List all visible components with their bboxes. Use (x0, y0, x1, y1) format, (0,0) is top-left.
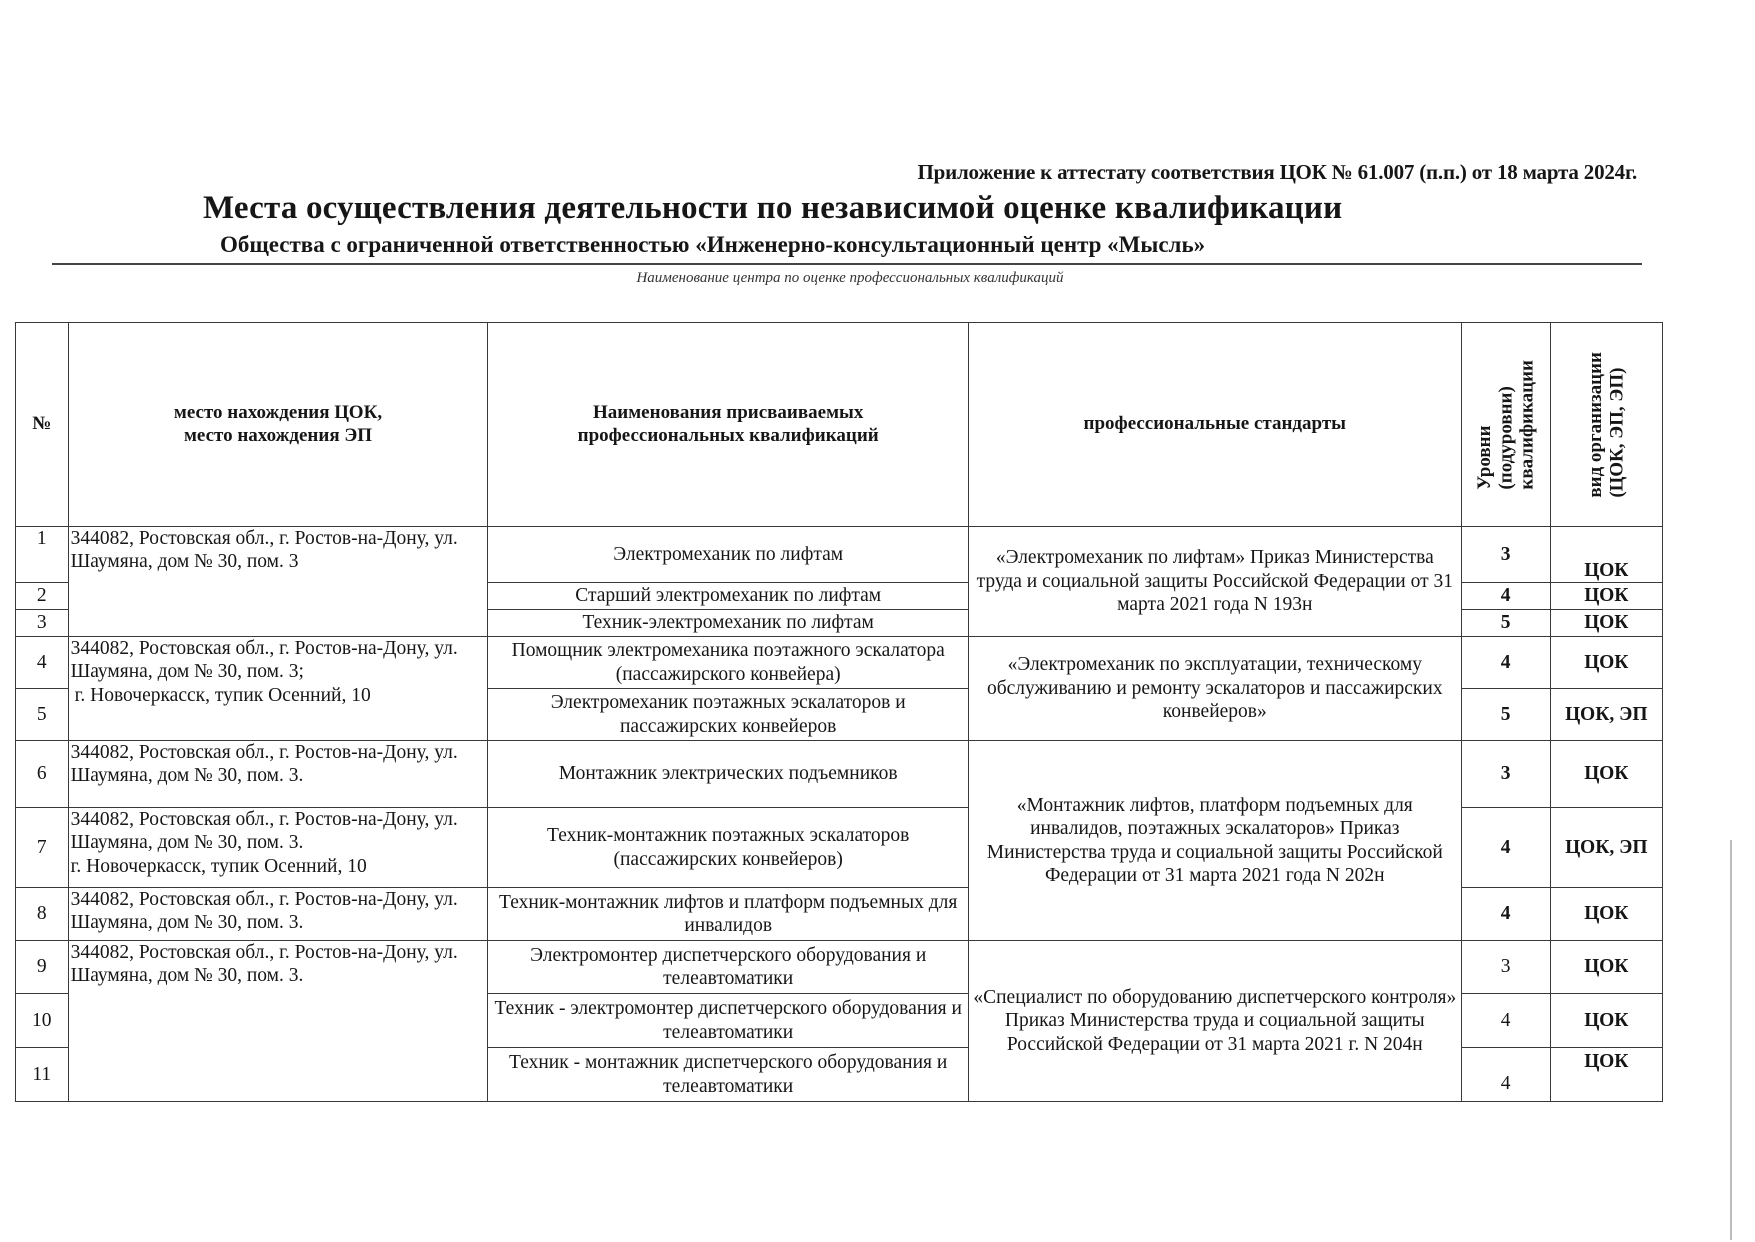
level-cell: 3 (1461, 527, 1550, 583)
qualification-cell: Помощник электромеханика поэтажного эскалатора (пассажирского конвейера) (488, 637, 969, 689)
qualification-cell: Техник-монтажник поэтажных эскалаторов (пассажирских конвейеров) (488, 808, 969, 888)
level-cell: 4 (1461, 637, 1550, 689)
row-num: 11 (16, 1048, 69, 1102)
address-line1: 344082, Ростовская обл., г. Ростов-на-Дону, ул. Шаумяна, дом № 30, пом. 3; (70, 638, 458, 683)
document-title: Места осуществления деятельности по независимой оценке квалификации (203, 190, 1343, 226)
standard-cell: «Монтажник лифтов, платформ подъемных для инвалидов, поэтажных эскалаторов» Приказ Министерства труда и социальной защиты Российской Федерации от 31 марта 2021 года N 202н (968, 741, 1461, 941)
address-cell (68, 808, 488, 888)
level-cell: 4 (1461, 808, 1550, 888)
org-type-cell: ЦОК (1550, 994, 1662, 1048)
org-type-cell: ЦОК (1550, 583, 1662, 610)
org-type-cell: ЦОК (1550, 610, 1662, 637)
org-type-cell: ЦОК (1550, 527, 1662, 583)
row-num: 2 (16, 583, 69, 610)
header-levels (1461, 323, 1550, 527)
table-row (16, 527, 1663, 583)
level-cell: 4 (1461, 994, 1550, 1048)
org-type-cell: ЦОК (1550, 888, 1662, 941)
org-type-cell: ЦОК (1550, 1048, 1662, 1102)
qualification-cell: Техник - электромонтер диспетчерского оборудования и телеавтоматики (488, 994, 969, 1048)
qualification-cell: Монтажник электрических подъемников (488, 741, 969, 808)
scan-edge-line (1730, 840, 1732, 1240)
header-address (68, 323, 488, 527)
level-cell: 4 (1461, 583, 1550, 610)
address-cell: 344082, Ростовская обл., г. Ростов-на-Дону, ул. Шаумяна, дом № 30, пом. 3. (68, 888, 488, 941)
appendix-reference: Приложение к аттестату соответствия ЦОК № 61.007 (п.п.) от 18 марта 2024г. (917, 160, 1637, 184)
header-levels-line2: (подуровни) (1495, 385, 1516, 490)
header-address-line1: место нахождения ЦОК, (173, 401, 383, 423)
header-org-text (1585, 352, 1628, 498)
locations-table (15, 322, 1663, 1102)
header-qualifications-line1: Наименования присваиваемых (593, 401, 864, 423)
level-cell: 5 (1461, 610, 1550, 637)
level-cell: 4 (1461, 888, 1550, 941)
level-cell: 3 (1461, 741, 1550, 808)
standard-cell: «Специалист по оборудованию диспетчерского контроля» Приказ Министерства труда и социальной защиты Российской Федерации от 31 марта 2021 г. N 204н (968, 941, 1461, 1102)
qualification-cell: Электромонтер диспетчерского оборудования и телеавтоматики (488, 941, 969, 994)
header-num: № (16, 323, 69, 527)
row-num: 1 (16, 527, 69, 583)
org-type-cell: ЦОК (1550, 741, 1662, 808)
qualification-cell: Электромеханик поэтажных эскалаторов и пассажирских конвейеров (488, 689, 969, 741)
header-org-line2: (ЦОК, ЭП, ЭП) (1606, 367, 1628, 498)
header-qualifications (488, 323, 969, 527)
address-cell: 344082, Ростовская обл., г. Ростов-на-Дону, ул. Шаумяна, дом № 30, пом. 3. (68, 941, 488, 1102)
org-type-cell: ЦОК (1550, 941, 1662, 994)
address-cell (68, 637, 488, 741)
level-cell: 5 (1461, 689, 1550, 741)
qualification-cell: Техник-монтажник лифтов и платформ подъемных для инвалидов (488, 888, 969, 941)
row-num: 4 (16, 637, 69, 689)
row-num: 9 (16, 941, 69, 994)
qualification-cell: Техник - монтажник диспетчерского оборудования и телеавтоматики (488, 1048, 969, 1102)
table-row (16, 637, 1663, 689)
row-num: 8 (16, 888, 69, 941)
table-header-row (16, 323, 1663, 527)
row-num: 10 (16, 994, 69, 1048)
standard-cell: «Электромеханик по эксплуатации, техническому обслуживанию и ремонту эскалаторов и пассажирских конвейеров» (968, 637, 1461, 741)
header-levels-line1: Уровни (1473, 425, 1495, 490)
address-line2: г. Новочеркасск, тупик Осенний, 10 (70, 855, 367, 877)
header-org-line1: вид организации (1585, 351, 1607, 498)
address-line2: г. Новочеркасск, тупик Осенний, 10 (74, 684, 371, 706)
row-num: 5 (16, 689, 69, 741)
level-cell: 3 (1461, 941, 1550, 994)
qualification-cell: Старший электромеханик по лифтам (488, 583, 969, 610)
header-levels-line3: квалификации (1516, 359, 1538, 490)
header-address-line2: место нахождения ЭП (183, 424, 373, 446)
qualification-cell: Электромеханик по лифтам (488, 527, 969, 583)
org-type-cell: ЦОК, ЭП (1550, 808, 1662, 888)
rule-caption: Наименование центра по оценке профессиональных квалификаций (636, 270, 1064, 286)
address-line1: 344082, Ростовская обл., г. Ростов-на-Дону, ул. Шаумяна, дом № 30, пом. 3. (70, 809, 458, 854)
qualification-cell: Техник-электромеханик по лифтам (488, 610, 969, 637)
organization-name: Общества с ограниченной ответственностью «Инженерно-консультационный центр «Мысль» (220, 232, 1206, 257)
org-type-cell: ЦОК, ЭП (1550, 689, 1662, 741)
header-levels-text (1474, 360, 1538, 490)
header-org-type (1550, 323, 1662, 527)
address-cell: 344082, Ростовская обл., г. Ростов-на-Дону, ул. Шаумяна, дом № 30, пом. 3 (68, 527, 488, 637)
row-num: 6 (16, 741, 69, 808)
table-row (16, 741, 1663, 808)
row-num: 3 (16, 610, 69, 637)
row-num: 7 (16, 808, 69, 888)
org-type-cell: ЦОК (1550, 637, 1662, 689)
underline-rule (52, 263, 1642, 265)
table-row (16, 941, 1663, 994)
standard-cell: «Электромеханик по лифтам» Приказ Министерства труда и социальной защиты Российской Федерации от 31 марта 2021 года N 193н (968, 527, 1461, 637)
level-cell: 4 (1461, 1048, 1550, 1102)
header-standards: профессиональные стандарты (968, 323, 1461, 527)
header-qualifications-line2: профессиональных квалификаций (577, 424, 879, 446)
address-cell: 344082, Ростовская обл., г. Ростов-на-Дону, ул. Шаумяна, дом № 30, пом. 3. (68, 741, 488, 808)
